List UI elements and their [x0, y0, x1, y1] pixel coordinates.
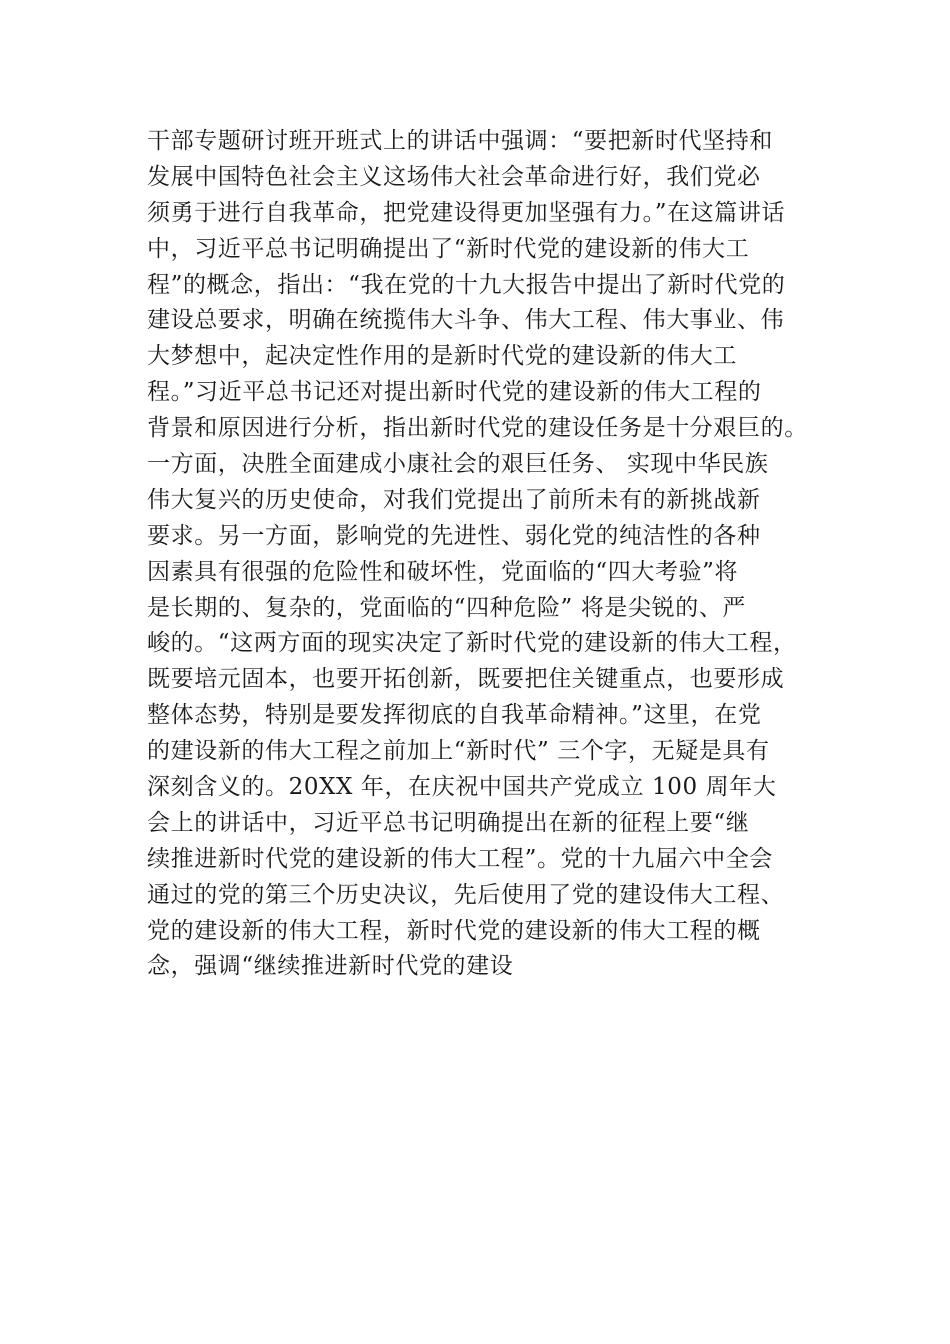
text-line: 伟大复兴的历史使命，对我们党提出了前所未有的新挑战新 [147, 486, 761, 513]
document-body-text [147, 124, 837, 985]
text-line: 会上的讲话中，习近平总书记明确提出在新的征程上要“继 [147, 809, 750, 836]
text-line: 续推进新时代党的建设新的伟大工程”。党的十九届六中全会 [147, 845, 773, 872]
text-line: 整体态势，特别是要发挥彻底的自我革命精神。”这里，在党 [147, 702, 762, 729]
text-line: 干部专题研讨班开班式上的讲话中强调：“要把新时代坚持和 [147, 128, 773, 154]
text-line: 是长期的、复杂的，党面临的“四种危险” 将是尖锐的、严 [147, 594, 747, 621]
text-line: 发展中国特色社会主义这场伟大社会革命进行好，我们党必 [147, 163, 761, 190]
text-line: 程”的概念，指出：“我在党的十九大报告中提出了新时代党的 [147, 271, 786, 298]
text-line: 要求。另一方面，影响党的先进性、弱化党的纯洁性的各种 [147, 522, 761, 549]
text-line: 一方面，决胜全面建成小康社会的艰巨任务、 实现中华民族 [147, 451, 769, 478]
text-line: 深刻含义的。20XX 年，在庆祝中国共产党成立 100 周年大 [147, 774, 777, 801]
text-line: 须勇于进行自我革命，把党建设得更加坚强有力。”在这篇讲话 [147, 199, 786, 226]
text-line: 大梦想中，起决定性作用的是新时代党的建设新的伟大工 [147, 343, 737, 370]
text-line: 因素具有很强的危险性和破坏性，党面临的“四大考验”将 [147, 558, 739, 585]
text-line: 念，强调“继续推进新时代党的建设 [147, 953, 514, 980]
text-line: 通过的党的第三个历史决议，先后使用了党的建设伟大工程、 [147, 881, 785, 908]
text-line: 背景和原因进行分析，指出新时代党的建设任务是十分艰巨的。 [147, 415, 808, 442]
text-line: 建设总要求，明确在统揽伟大斗争、伟大工程、伟大事业、伟 [147, 307, 785, 334]
text-line: 峻的。“这两方面的现实决定了新时代党的建设新的伟大工程， [147, 630, 797, 657]
text-line: 既要培元固本，也要开拓创新，既要把住关键重点，也要形成 [147, 666, 785, 693]
text-line: 党的建设新的伟大工程，新时代党的建设新的伟大工程的概 [147, 917, 761, 944]
text-line: 程。”习近平总书记还对提出新时代党的建设新的伟大工程的 [147, 379, 762, 406]
text-line: 的建设新的伟大工程之前加上“新时代” 三个字，无疑是具有 [147, 738, 770, 765]
text-line: 中，习近平总书记明确提出了“新时代党的建设新的伟大工 [147, 235, 750, 262]
